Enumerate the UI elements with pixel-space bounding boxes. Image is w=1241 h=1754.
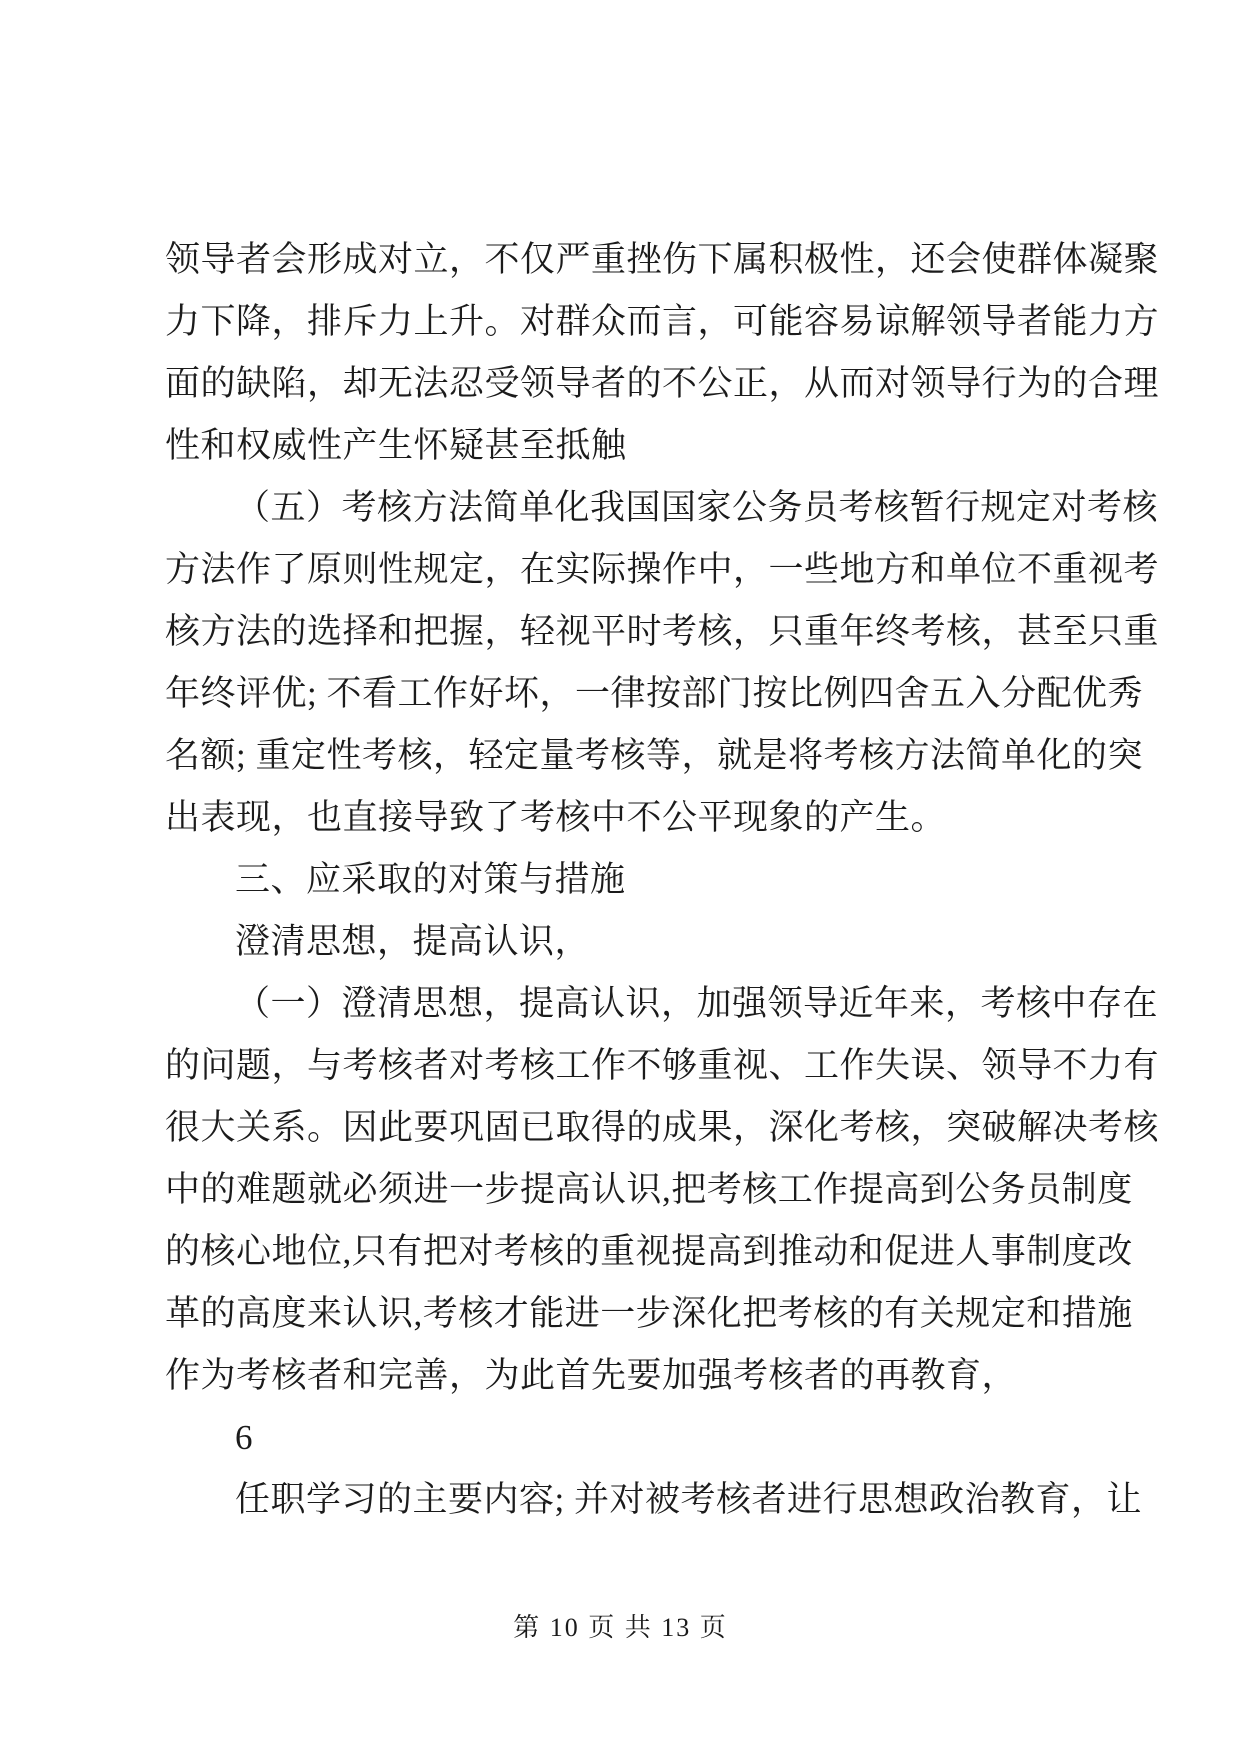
text-line: 面的缺陷，却无法忍受领导者的不公正，从而对领导行为的合理 — [165, 364, 1160, 403]
text-line: 名额; 重定性考核，轻定量考核等，就是将考核方法简单化的突 — [165, 736, 1143, 775]
text-line: 任职学习的主要内容; 并对被考核者进行思想政治教育，让 — [235, 1480, 1142, 1519]
page-number-footer: 第 10 页 共 13 页 — [513, 1613, 728, 1642]
text-line: 革的高度来认识,考核才能进一步深化把考核的有关规定和措施 — [165, 1294, 1133, 1333]
text-line: 三、应采取的对策与措施 — [235, 860, 626, 899]
text-line: 力下降，排斥力上升。对群众而言，可能容易谅解领导者能力方 — [165, 302, 1160, 341]
text-line: 的核心地位,只有把对考核的重视提高到推动和促进人事制度改 — [165, 1232, 1133, 1271]
page-body — [165, 229, 1160, 1531]
text-line: 性和权威性产生怀疑甚至抵触 — [165, 426, 627, 465]
text-line: 澄清思想，提高认识， — [235, 922, 591, 961]
text-line: 核方法的选择和把握，轻视平时考核，只重年终考核，甚至只重 — [165, 612, 1160, 651]
text-line: 很大关系。因此要巩固已取得的成果，深化考核，突破解决考核 — [165, 1108, 1160, 1147]
text-line: 领导者会形成对立，不仅严重挫伤下属积极性，还会使群体凝聚 — [165, 240, 1160, 279]
text-line: 作为考核者和完善，为此首先要加强考核者的再教育， — [165, 1356, 1018, 1395]
text-line: 方法作了原则性规定，在实际操作中，一些地方和单位不重视考 — [165, 550, 1160, 589]
text-line: 6 — [235, 1418, 253, 1457]
text-line: （五）考核方法简单化我国国家公务员考核暂行规定对考核 — [235, 488, 1159, 527]
text-line: 的问题，与考核者对考核工作不够重视、工作失误、领导不力有 — [165, 1046, 1160, 1085]
text-line: （一）澄清思想，提高认识，加强领导近年来，考核中存在 — [235, 984, 1159, 1023]
text-line: 中的难题就必须进一步提高认识,把考核工作提高到公务员制度 — [165, 1170, 1133, 1209]
text-line: 年终评优; 不看工作好坏，一律按部门按比例四舍五入分配优秀 — [165, 674, 1143, 713]
text-line: 出表现，也直接导致了考核中不公平现象的产生。 — [165, 798, 947, 837]
